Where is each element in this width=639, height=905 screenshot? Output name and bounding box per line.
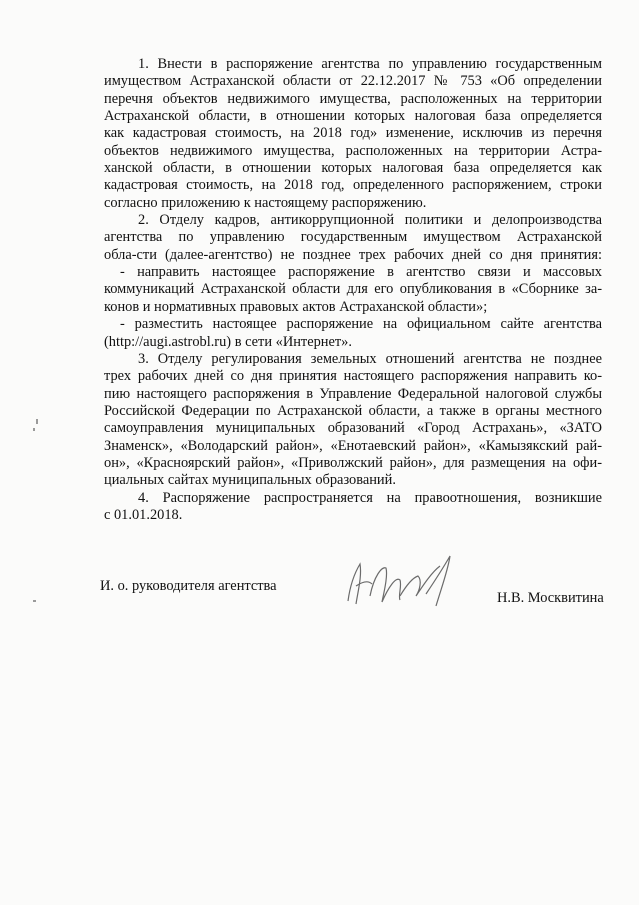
paragraph-1-line: 1. Внести в распоряжение агентства по управлению государственным — [138, 56, 602, 72]
signatory-name: Н.В. Москвитина — [497, 590, 604, 606]
paragraph-2-line: обла-сти (далее-агентство) не позднее трех рабочих дней со дня принятия: — [104, 246, 602, 263]
paragraph-1-line: имуществом Астраханской области от 22.12.2017 № 753 «Об определении — [104, 73, 602, 90]
paragraph-3-line: циальных сайтах муниципальных образований. — [104, 472, 396, 489]
scan-mark — [33, 600, 36, 602]
list-item-line: - разместить настоящее распоряжение на официальном сайте агентства — [120, 316, 602, 333]
list-item-line: - направить настоящее распоряжение в агентство связи и массовых — [120, 264, 602, 281]
paragraph-4-line: с 01.01.2018. — [104, 506, 183, 523]
list-item-line: (http://augi.astrobl.ru) в сети «Интернет». — [104, 333, 352, 350]
paragraph-1-line: как кадастровая стоимость, на 2018 год» изменение, исключив из перечня — [104, 125, 602, 142]
paragraph-1-line: Астраханской области, в отношении которых налоговая база определяется — [104, 108, 602, 125]
signatory-title: И. о. руководителя агентства — [100, 578, 277, 594]
paragraph-3-line: он», «Красноярский район», «Приволжский район», для размещения на офи- — [104, 454, 602, 471]
paragraph-1-line: ханской области, в отношении которых налоговая база определяется как — [104, 160, 602, 177]
paragraph-1-line: объектов недвижимого имущества, расположенных на территории Астра- — [104, 142, 602, 159]
paragraph-1-line: согласно приложению к настоящему распоряжению. — [104, 194, 427, 211]
paragraph-1-line: перечня объектов недвижимого имущества, расположенных на территории — [104, 90, 602, 107]
paragraph-3-line: трех рабочих дней со дня принятия настоящего распоряжения направить ко- — [104, 368, 602, 385]
scan-mark — [36, 419, 38, 424]
handwritten-signature — [340, 546, 460, 616]
paragraph-1-line: кадастровая стоимость, на 2018 год, определенного распоряжением, строки — [104, 177, 602, 194]
list-item-line: коммуникаций Астраханской области для его опубликования в «Сборнике за- — [104, 281, 602, 298]
paragraph-3-line: пию настоящего распоряжения в Управление Федеральной налоговой службы — [104, 385, 602, 402]
document-body — [104, 56, 602, 524]
scan-mark — [33, 428, 35, 431]
paragraph-2-line: 2. Отделу кадров, антикоррупционной политики и делопроизводства — [138, 212, 602, 229]
paragraph-3-line: Знаменск», «Володарский район», «Енотаевский район», «Камызякский рай- — [104, 437, 602, 454]
paragraph-4-line: 4. Распоряжение распространяется на правоотношения, возникшие — [138, 489, 602, 506]
paragraph-3-line: Российской Федерации по Астраханской области, а также в органы местного — [104, 402, 602, 419]
paragraph-3-line: 3. Отделу регулирования земельных отношений агентства не позднее — [138, 350, 602, 367]
paragraph-3-line: самоуправления муниципальных образований «Город Астрахань», «ЗАТО — [104, 420, 602, 437]
paragraph-2-line: агентства по управлению государственным имуществом Астраханской — [104, 229, 602, 246]
list-item-line: конов и нормативных правовых актов Астраханской области»; — [104, 298, 488, 315]
